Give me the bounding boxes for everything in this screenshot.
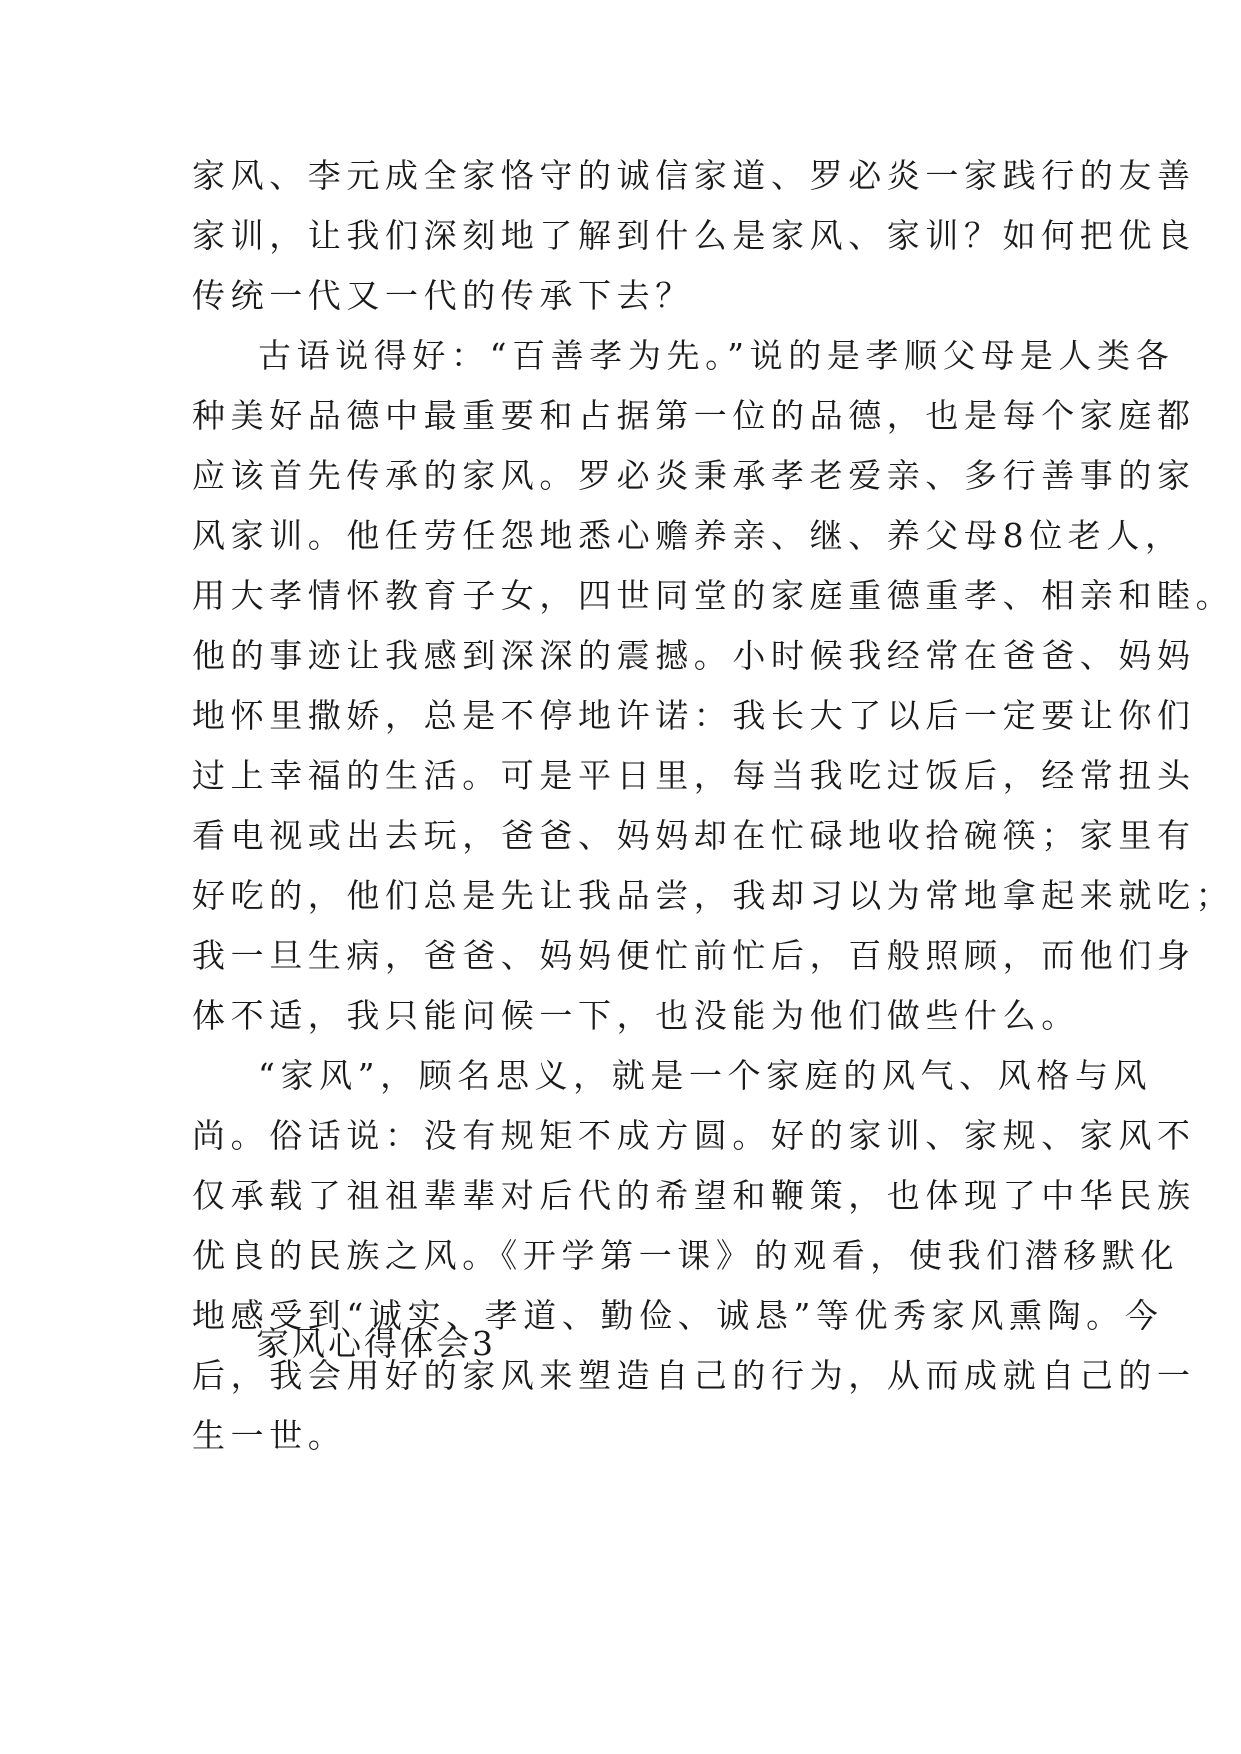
paragraph-line: 后，我会用好的家风来塑造自己的行为，从而成就自己的一 [192, 1356, 1196, 1395]
paragraph-line: 古语说得好：“百善孝为先。”说的是孝顺父母是人类各 [258, 336, 1175, 375]
paragraph-line: 地感受到“诚实、孝道、勤俭、诚恳”等优秀家风熏陶。今 [192, 1296, 1164, 1335]
paragraph-line: 过上幸福的生活。可是平日里，每当我吃过饭后，经常扭头 [192, 756, 1196, 795]
paragraph-line: 生一世。 [192, 1416, 347, 1455]
paragraph-line: 尚。俗话说：没有规矩不成方圆。好的家训、家规、家风不 [192, 1116, 1196, 1155]
paragraph-line: 用大孝情怀教育子女，四世同堂的家庭重德重孝、相亲和睦。 [192, 576, 1235, 615]
paragraph-line: 地怀里撒娇，总是不停地许诺：我长大了以后一定要让你们 [192, 696, 1196, 735]
paragraph-line: 好吃的，他们总是先让我品尝，我却习以为常地拿起来就吃； [192, 876, 1235, 915]
paragraph-line: “家风”，顾名思义，就是一个家庭的风气、风格与风 [258, 1056, 1153, 1095]
paragraph-line: 家训，让我们深刻地了解到什么是家风、家训？如何把优良 [192, 216, 1196, 255]
paragraph-3 [192, 1046, 1196, 1466]
paragraph-line: 看电视或出去玩，爸爸、妈妈却在忙碌地收拾碗筷；家里有 [192, 816, 1196, 855]
paragraph-line: 家风、李元成全家恪守的诚信家道、罗必炎一家践行的友善 [192, 156, 1196, 195]
paragraph-2 [192, 326, 1235, 1046]
paragraph-line: 优良的民族之风。《开学第一课》的观看，使我们潜移默化 [192, 1236, 1180, 1275]
paragraph-line: 风家训。他任劳任怨地悉心赡养亲、继、养父母8位老人， [192, 516, 1184, 555]
paragraph-line: 仅承载了祖祖辈辈对后代的希望和鞭策，也体现了中华民族 [192, 1176, 1196, 1215]
paragraph-1 [192, 146, 1196, 326]
section-heading: 家风心得体会3 [256, 1324, 496, 1363]
paragraph-line: 我一旦生病，爸爸、妈妈便忙前忙后，百般照顾，而他们身 [192, 936, 1196, 975]
paragraph-line: 他的事迹让我感到深深的震撼。小时候我经常在爸爸、妈妈 [192, 636, 1196, 675]
paragraph-line: 体不适，我只能问候一下，也没能为他们做些什么。 [192, 996, 1080, 1035]
paragraph-line: 应该首先传承的家风。罗必炎秉承孝老爱亲、多行善事的家 [192, 456, 1196, 495]
paragraph-line: 种美好品德中最重要和占据第一位的品德，也是每个家庭都 [192, 396, 1196, 435]
paragraph-line: 传统一代又一代的传承下去？ [192, 276, 694, 315]
